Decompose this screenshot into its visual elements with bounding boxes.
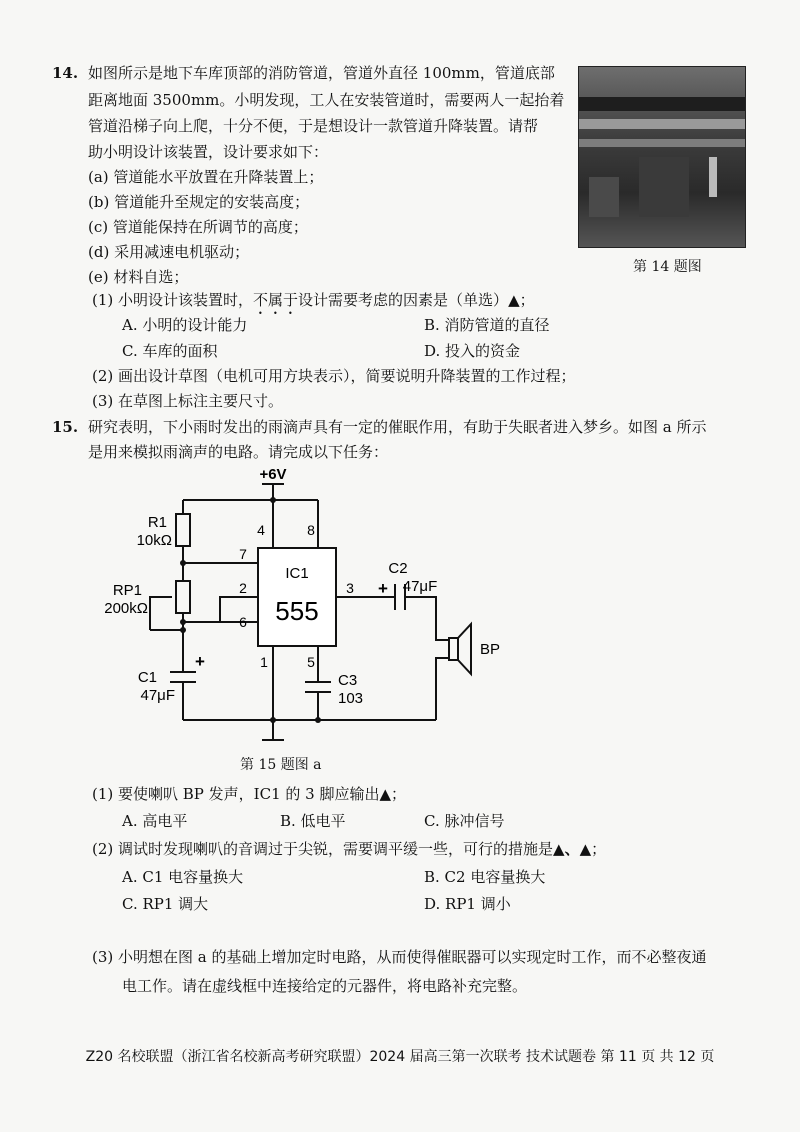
q14-sub2: (2) 画出设计草图（电机可用方块表示），简要说明升降装置的工作过程；	[92, 367, 576, 385]
photo-caption: 第 14 题图	[633, 259, 702, 275]
q14-text-line4: 助小明设计该装置，设计要求如下：	[88, 143, 329, 161]
c2-name-label: C2	[388, 560, 408, 577]
answer-marks: ▲、▲	[553, 840, 592, 858]
rp1-value-label: 200kΩ	[104, 600, 148, 617]
c2-value-label: 47μF	[402, 578, 438, 595]
q14-req-d: (d) 采用减速电机驱动；	[88, 243, 250, 261]
q15-sub2	[92, 838, 606, 860]
q14-sub1-end: ；	[519, 291, 535, 309]
q14-option-b: B. 消防管道的直径	[424, 316, 550, 334]
r1-value-label: 10kΩ	[136, 532, 172, 549]
q15-text-line1: 研究表明，下小雨时发出的雨滴声具有一定的催眠作用，有助于失眠者进入梦乡。如图 a 所示	[88, 418, 707, 436]
q15-sub3-line2: 电工作。请在虚线框中连接给定的元器件，将电路补充完整。	[122, 977, 528, 995]
q15-sub1-option-a: A. 高电平	[122, 812, 188, 830]
circuit-diagram	[0, 460, 800, 760]
c1-name-label: C1	[137, 669, 157, 686]
ic-name-label: IC1	[285, 565, 309, 582]
c3-value-label: 103	[338, 690, 364, 707]
answer-mark: ▲	[508, 291, 520, 309]
q15-sub1-text: (1) 要使喇叭 BP 发声，IC1 的 3 脚应输出	[92, 785, 380, 803]
pin-1-label: 1	[260, 654, 268, 670]
pin-6-label: 6	[239, 614, 247, 630]
q15-sub2-end: ；	[591, 840, 607, 858]
q14-req-e: (e) 材料自选；	[88, 268, 189, 286]
q15-sub1	[92, 783, 406, 805]
q14-req-c: (c) 管道能保持在所调节的高度；	[88, 218, 308, 236]
q14-req-b: (b) 管道能升至规定的安装高度；	[88, 193, 310, 211]
q14-text-line1: 如图所示是地下车库顶部的消防管道，管道外直径 100mm，管道底部	[88, 64, 555, 82]
speaker-label: BP	[480, 641, 501, 658]
q14-sub1-pre: (1) 小明设计该装置时，	[92, 291, 254, 309]
q14-sub1-post: 设计需要考虑的因素是（单选）	[298, 291, 509, 309]
q14-sub1-emphasis: 不属于	[253, 291, 299, 309]
pin-8-label: 8	[307, 522, 315, 538]
q15-sub2-option-d: D. RP1 调小	[424, 895, 511, 913]
q15-sub2-option-c: C. RP1 调大	[122, 895, 209, 913]
q14-option-d: D. 投入的资金	[424, 342, 521, 360]
q14-option-c: C. 车库的面积	[122, 342, 218, 360]
pin-4-label: 4	[257, 522, 265, 538]
q15-number: 15.	[52, 418, 79, 436]
q14-text-line2: 距离地面 3500mm。小明发现，工人在安装管道时，需要两人一起抬着	[88, 91, 565, 109]
pin-3-label: 3	[346, 580, 354, 596]
q14-sub3: (3) 在草图上标注主要尺寸。	[92, 392, 284, 410]
q14-req-a: (a) 管道能水平放置在升降装置上；	[88, 168, 324, 186]
q15-sub1-end: ；	[391, 785, 407, 803]
c1-polarity-label: +	[195, 652, 205, 671]
q14-number: 14.	[52, 64, 79, 82]
ic-type-label: 555	[275, 596, 319, 626]
q15-sub2-text: (2) 调试时发现喇叭的音调过于尖锐，需要调平缓一些，可行的措施是	[92, 840, 554, 858]
figure-caption: 第 15 题图 a	[240, 757, 322, 773]
rp1-name-label: RP1	[112, 582, 142, 599]
q15-sub1-option-c: C. 脉冲信号	[424, 812, 505, 830]
q14-text-line3: 管道沿梯子向上爬，十分不便，于是想设计一款管道升降装置。请帮	[88, 117, 539, 135]
answer-mark: ▲	[379, 785, 392, 803]
page-footer: Z20 名校联盟（浙江省名校新高考研究联盟）2024 届高三第一次联考 技术试题卷 第 11 页 共 12 页	[85, 1049, 715, 1065]
q15-sub3-line1: (3) 小明想在图 a 的基础上增加定时电路，从而使得催眠器可以实现定时工作，而不必整夜通	[92, 948, 707, 966]
q15-sub2-option-b: B. C2 电容量换大	[424, 868, 546, 886]
q15-sub2-option-a: A. C1 电容量换大	[122, 868, 244, 886]
pin-5-label: 5	[307, 654, 315, 670]
c1-value-label: 47μF	[140, 687, 175, 704]
q15-sub1-option-b: B. 低电平	[280, 812, 346, 830]
supply-label: +6V	[259, 466, 287, 483]
pin-7-label: 7	[239, 546, 247, 562]
q15-text-line2: 是用来模拟雨滴声的电路。请完成以下任务：	[88, 443, 389, 461]
pin-2-label: 2	[239, 580, 247, 596]
fire-pipe-photo	[578, 66, 746, 248]
c2-polarity-label: +	[378, 579, 388, 598]
r1-name-label: R1	[147, 514, 167, 531]
c3-name-label: C3	[338, 672, 358, 689]
q14-option-a: A. 小明的设计能力	[122, 316, 248, 334]
